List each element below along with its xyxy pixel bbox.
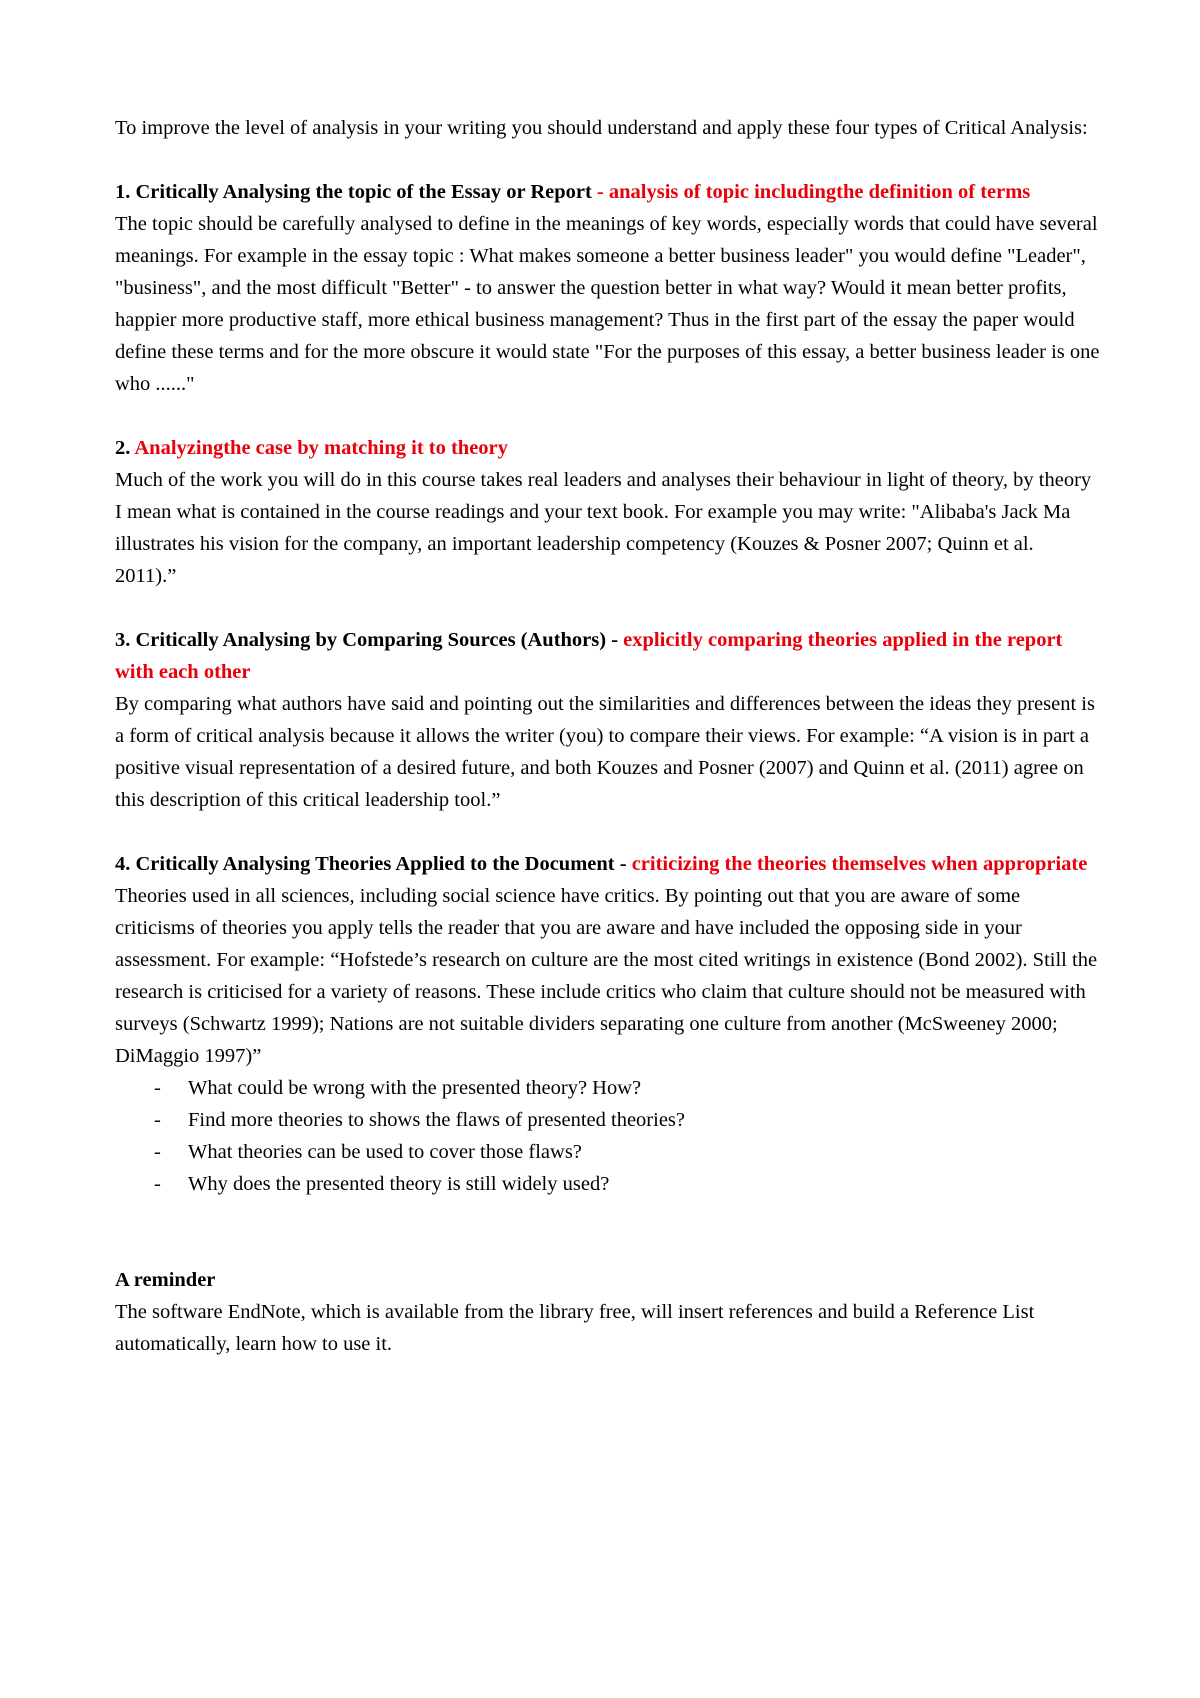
list-dash: - [154,1077,161,1099]
section-1-body: The topic should be carefully analysed to define in the meanings of key words, especially words that could have several meanings. For example in the essay topic : What makes someone a better business leader" you would define "Leader", "business", and the most difficult "Better" - to answer the question better in what way? Would it mean better profits, happier more productive staff, more ethical business management? Thus in the first part of the essay the paper would define these terms and for the more obscure it would state "For the purposes of this essay, a better business leader is one who ......" [115,213,1100,395]
list-item [115,1136,1100,1168]
section-2-body: Much of the work you will do in this course takes real leaders and analyses their behaviour in light of theory, by theory I mean what is contained in the course readings and your text book. For example you may write: "Alibaba's Jack Ma illustrates his vision for the company, an important leadership competency (Kouzes & Posner 2007; Quinn et al. 2011).” [115,469,1092,587]
section-3-title: 3. Critically Analysing by Comparing Sources (Authors) [115,629,607,651]
list-item-text: Find more theories to shows the flaws of presented theories? [188,1109,686,1131]
list-item [115,1168,1100,1200]
section-2-highlight: Analyzingthe case by matching it to theory [134,437,508,459]
section-4-body: Theories used in all sciences, including social science have critics. By pointing out that you are aware of some criticisms of theories you apply tells the reader that you are aware and have included the opposing side in your assessment. For example: “Hofstede’s research on culture are the most cited writings in existence (Bond 2002). Still the research is criticised for a variety of reasons. These include critics who claim that culture should not be measured with surveys (Schwartz 1999); Nations are not suitable dividers separating one culture from another (McSweeney 2000; DiMaggio 1997)” [115,885,1098,1067]
section-4-title: 4. Critically Analysing Theories Applied to the Document [115,853,615,875]
section-3-body: By comparing what authors have said and pointing out the similarities and differences between the ideas they present is a form of critical analysis because it allows the writer (you) to compare their views. For example: “A vision is in part a positive visual representation of a desired future, and both Kouzes and Posner (2007) and Quinn et al. (2011) agree on this description of this critical leadership tool.” [115,693,1095,811]
list-dash: - [154,1141,161,1163]
reminder-body: The software EndNote, which is available from the library free, will insert references and build a Reference List automatically, learn how to use it. [115,1301,1035,1355]
list-item [115,1104,1100,1136]
section-3-heading [115,624,1100,688]
document-page [115,112,1100,1360]
section-1-heading [115,176,1100,208]
section-4-highlight: criticizing the theories themselves when appropriate [631,853,1088,875]
reminder-heading: A reminder [115,1269,216,1291]
list-item-text: What theories can be used to cover those flaws? [188,1141,582,1163]
section-3-highlight: explicitly comparing theories applied in the report with each other [115,629,1063,683]
section-4-separator: - [614,853,632,875]
intro-paragraph: To improve the level of analysis in your writing you should understand and apply these four types of Critical Analysis: [115,117,1088,139]
section-2-title: 2. [115,437,131,459]
list-item-text: Why does the presented theory is still widely used? [188,1173,610,1195]
section-2-heading [115,432,1100,464]
section-3-separator: - [606,629,624,651]
section-1-highlight: analysis of topic includingthe definition of terms [608,181,1031,203]
list-dash: - [154,1109,161,1131]
section-1-title: 1. Critically Analysing the topic of the Essay or Report [115,181,592,203]
section-4-heading [115,848,1100,880]
list-item [115,1072,1100,1104]
list-dash: - [154,1173,161,1195]
section-1-separator: - [591,181,609,203]
list-item-text: What could be wrong with the presented theory? How? [188,1077,642,1099]
section-4-question-list [115,1072,1100,1200]
